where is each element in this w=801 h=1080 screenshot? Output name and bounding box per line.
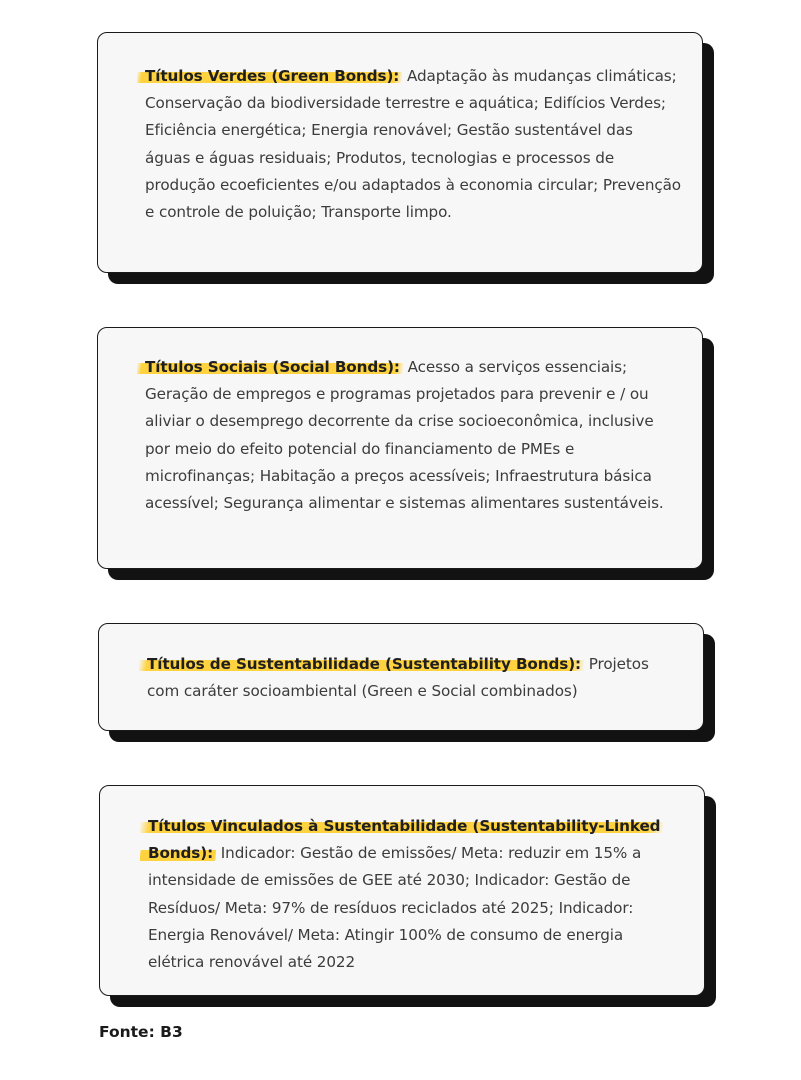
social-bonds-description: Acesso a serviços essenciais; Geração de empregos e programas projetados para prevenir e / ou aliviar o desemprego decorrente da crise socioeconômica, inclusive por meio do efeito potencial do financiamento de PMEs e microfinanças; Habitação a preços acessíveis; Infraestrutura básica acessível; Segurança alimentar e sistemas alimentares sustentáveis. xyxy=(145,358,664,513)
social-bonds-term: Títulos Sociais (Social Bonds): xyxy=(137,358,403,376)
sustainability-bonds-card xyxy=(98,623,704,731)
source-caption: Fonte: B3 xyxy=(99,1023,183,1041)
green-bonds-paragraph xyxy=(98,33,702,226)
sustainability-linked-bonds-card xyxy=(99,785,705,996)
sustainability-bonds-description: Projetos com caráter socioambiental (Green e Social combinados) xyxy=(147,655,649,701)
social-bonds-paragraph xyxy=(98,328,702,517)
green-bonds-term: Títulos Verdes (Green Bonds): xyxy=(137,67,402,85)
green-bonds-card xyxy=(97,32,703,273)
sustainability-bonds-term: Títulos de Sustentabilidade (Sustentability Bonds): xyxy=(139,655,584,673)
sustainability-linked-bonds-paragraph xyxy=(100,786,704,976)
sustainability-linked-bonds-term: Títulos Vinculados à Sustentabilidade (Sustentability-Linked Bonds): xyxy=(140,817,663,862)
sustainability-linked-bonds-description: Indicador: Gestão de emissões/ Meta: reduzir em 15% a intensidade de emissões de GEE até 2030; Indicador: Gestão de Resíduos/ Meta: 97% de resíduos reciclados até 2025; Indicador: Energia Renovável/ Meta: Atingir 100% de consumo de energia elétrica renovável até 2022 xyxy=(148,844,642,972)
sustainability-bonds-paragraph xyxy=(99,624,703,705)
social-bonds-card xyxy=(97,327,703,569)
green-bonds-description: Adaptação às mudanças climáticas; Conservação da biodiversidade terrestre e aquática; Edifícios Verdes; Eficiência energética; Energia renovável; Gestão sustentável das águas e águas residuais; Produtos, tecnologias e processos de produção ecoeficientes e/ou adaptados à economia circular; Prevenção e controle de poluição; Transporte limpo. xyxy=(145,67,682,222)
